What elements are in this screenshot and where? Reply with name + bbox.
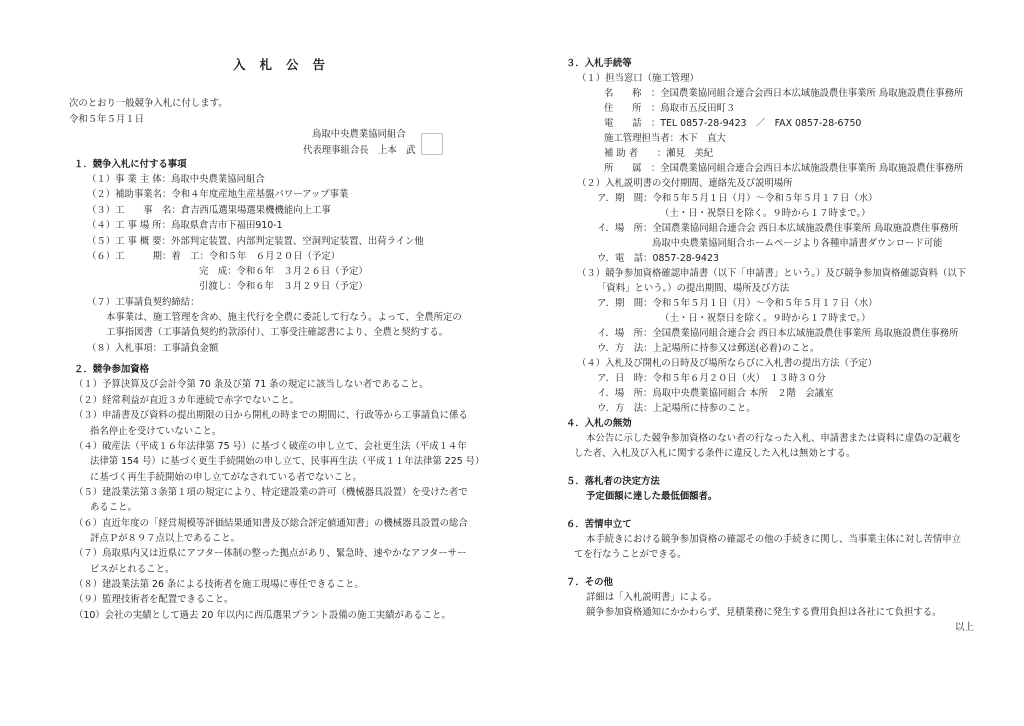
section-4-heading: ４．入札の無効 — [566, 418, 632, 429]
s3-item: 「資料」という。）の提出期間、場所及び方法 — [597, 283, 790, 294]
s3-item: （１）担当窓口（施工管理） — [577, 73, 699, 84]
s2-item: （６）直近年度の「経営規模等評価結果通知書及び総合評定値通知書」の機械器具設置の総合 — [74, 518, 468, 529]
section-5-heading: ５．落札者の決定方法 — [566, 476, 660, 487]
s1-item: （１）事 業 主 体：鳥取中央農業協同組合 — [87, 174, 265, 185]
section-7-heading: ７．その他 — [566, 577, 613, 588]
s2-item: （５）建設業法第３条第１項の規定により、特定建設業の許可（機械器具設置）を受けた者で — [74, 487, 468, 498]
intro-text: 次のとおり一般競争入札に付します。 — [69, 98, 228, 109]
s2-item: （７）鳥取県内又は近県にアフター体制の整った拠点があり、緊急時、速やかなアフターサー — [74, 548, 467, 559]
s1-item: （４）工 事 場 所：鳥取県倉吉市下福田910-1 — [87, 220, 283, 231]
s2-item: あること。 — [90, 502, 137, 513]
s3-item: ウ．方 法：上記場所に持参のこと。 — [597, 403, 756, 414]
s2-item: 法律第 154 号）に基づく更生手続開始の申し立て、民事再生法（平成１１年法律第 225 号） — [90, 456, 485, 467]
s3-item: 補 助 者 ：瀬見 美紀 — [604, 148, 714, 159]
s3-item: 鳥取中央農業協同組合ホームページより各種申請書ダウンロード可能 — [652, 238, 943, 249]
s3-item: 電 話 ：TEL 0857-28-9423 ／ FAX 0857-28-6750 — [604, 118, 862, 129]
s2-item: 指名停止を受けていないこと。 — [90, 426, 222, 437]
s3-item: 住 所 ：鳥取市五反田町３ — [604, 103, 736, 114]
s2-item: （９）監理技術者を配置できること。 — [74, 594, 234, 605]
issuer-org: 鳥取中央農業協同組合 — [312, 129, 406, 140]
s2-item: （４）破産法（平成１６年法律第 75 号）に基づく破産の申し立て、会社更生法（平成１４年 — [74, 441, 467, 452]
s1-item: （８）入札事項：工事請負金額 — [87, 343, 219, 354]
s1-item: 本事業は、施工管理を含め、施主代行を全農に委託して行なう。よって、全農所定の — [106, 312, 462, 323]
s6-line: 本手続きにおける競争参加資格の確認その他の手続きに関し、当事業主体に対し苦情申立 — [586, 534, 962, 545]
s4-line: した者、入札及び入札に関する条件に違反した入札は無効とする。 — [574, 448, 856, 459]
s1-item: 工事指図書（工事請負契約約款添付）、工事受注確認書により、全農と契約する。 — [106, 327, 449, 338]
s1-item: （７）工事請負契約締結： — [87, 297, 200, 308]
s2-item: （１）予算決算及び会計令第 70 条及び第 71 条の規定に該当しない者であること。 — [74, 379, 429, 390]
s2-item: （10）会社の実績として過去 20 年以内に西瓜選果プラント設備の施工実績があること。 — [74, 610, 451, 621]
s7-line: 詳細は「入札説明書」による。 — [586, 592, 718, 603]
s1-item: 完 成：令和６年 ３月２６日（予定） — [199, 266, 368, 277]
s1-item: （５）工 事 概 要：外部判定装置、内部判定装置、空洞判定装置、出荷ライン他 — [87, 236, 424, 247]
section-3-heading: ３．入札手続等 — [566, 58, 632, 69]
s3-item: 名 称 ：全国農業協同組合連合会西日本広域施設農住事業所 鳥取施設農住事務所 — [604, 88, 964, 99]
s7-line: 競争参加資格通知にかかわらず、見積業務に発生する費用負担は各社にて負担する。 — [586, 607, 942, 618]
s2-item: （３）申請書及び資料の提出期限の日から開札の時までの期間に、行政等から工事請負に係る — [74, 410, 468, 421]
s1-item: （２）補助事業名：令和４年度産地生産基盤パワーアップ事業 — [87, 189, 349, 200]
seal-stamp-icon — [421, 133, 443, 155]
s3-item: イ．場 所：全国農業協同組合連合会 西日本広域施設農住事業所 鳥取施設農住事務所 — [597, 223, 959, 234]
s4-line: 本公告に示した競争参加資格のない者の行なった入札、申請書または資料に虚偽の記載を — [586, 433, 962, 444]
s1-item: （６）工 期：着 工：令和５年 ６月２０日（予定） — [87, 251, 341, 262]
s3-item: ア．期 間：令和５年５月１日（月）～令和５年５月１７日（水） — [597, 298, 878, 309]
notice-title: 入札公告 — [233, 57, 340, 72]
s3-item: （２）入札説明書の交付期間、連絡先及び説明場所 — [577, 178, 793, 189]
s2-item: （２）経常利益が直近３カ年連続で赤字でないこと。 — [74, 395, 300, 406]
s5-line: 予定価額に達した最低価額者。 — [586, 491, 718, 502]
s2-item: （８）建設業法第 26 条による技術者を施工現場に専任できること。 — [74, 579, 364, 590]
s3-item: ア．日 時：令和５年６月２０日（火） １３時３０分 — [597, 373, 826, 384]
s3-item: 施工管理担当者：木下 直大 — [604, 133, 726, 144]
section-1-heading: １．競争入札に付する事項 — [74, 159, 187, 170]
s3-item: イ．場 所：鳥取中央農業協同組合 本所 ２階 会議室 — [597, 388, 834, 399]
s6-line: てを行なうことができる。 — [574, 549, 687, 560]
s3-item: ア．期 間：令和５年５月１日（月）～令和５年５月１７日（水） — [597, 193, 878, 204]
s3-item: （４）入札及び開札の日時及び場所ならびに入札書の提出方法（予定） — [577, 358, 878, 369]
issuer-rep: 代表理事組合長 上本 武 — [303, 145, 416, 156]
section-6-heading: ６．苦情申立て — [566, 519, 632, 530]
s1-item: 引渡し：令和６年 ３月２９日（予定） — [199, 281, 368, 292]
s2-item: ビスがとれること。 — [90, 564, 175, 575]
section-2-heading: ２．競争参加資格 — [74, 364, 150, 375]
s3-item: 所 属 ：全国農業協同組合連合会西日本広域施設農住事業所 鳥取施設農住事務所 — [604, 163, 964, 174]
s1-item: （３）工 事 名：倉吉西瓜選果場選果機機能向上工事 — [87, 205, 331, 216]
s2-item: に基づく再生手続開始の申し立てがなされている者でないこと。 — [90, 472, 362, 483]
s3-item: ウ．方 法：上記場所に持参又は郵送(必着)のこと。 — [597, 343, 820, 354]
s3-item: （土・日・祝祭日を除く。９時から１７時まで。） — [660, 208, 871, 219]
s3-item: イ．場 所：全国農業協同組合連合会 西日本広域施設農住事業所 鳥取施設農住事務所 — [597, 328, 959, 339]
s2-item: 評点Ｐが８９７点以上であること。 — [90, 533, 241, 544]
notice-date: 令和５年５月１日 — [69, 114, 145, 125]
s3-item: ウ．電 話：0857-28-9423 — [597, 253, 719, 264]
s3-item: （土・日・祝祭日を除く。９時から１７時まで。） — [660, 313, 871, 324]
s3-item: （３）競争参加資格確認申請書（以下「申請書」という。）及び競争参加資格確認資料（以下 — [577, 268, 967, 279]
closing-text: 以上 — [955, 622, 974, 633]
